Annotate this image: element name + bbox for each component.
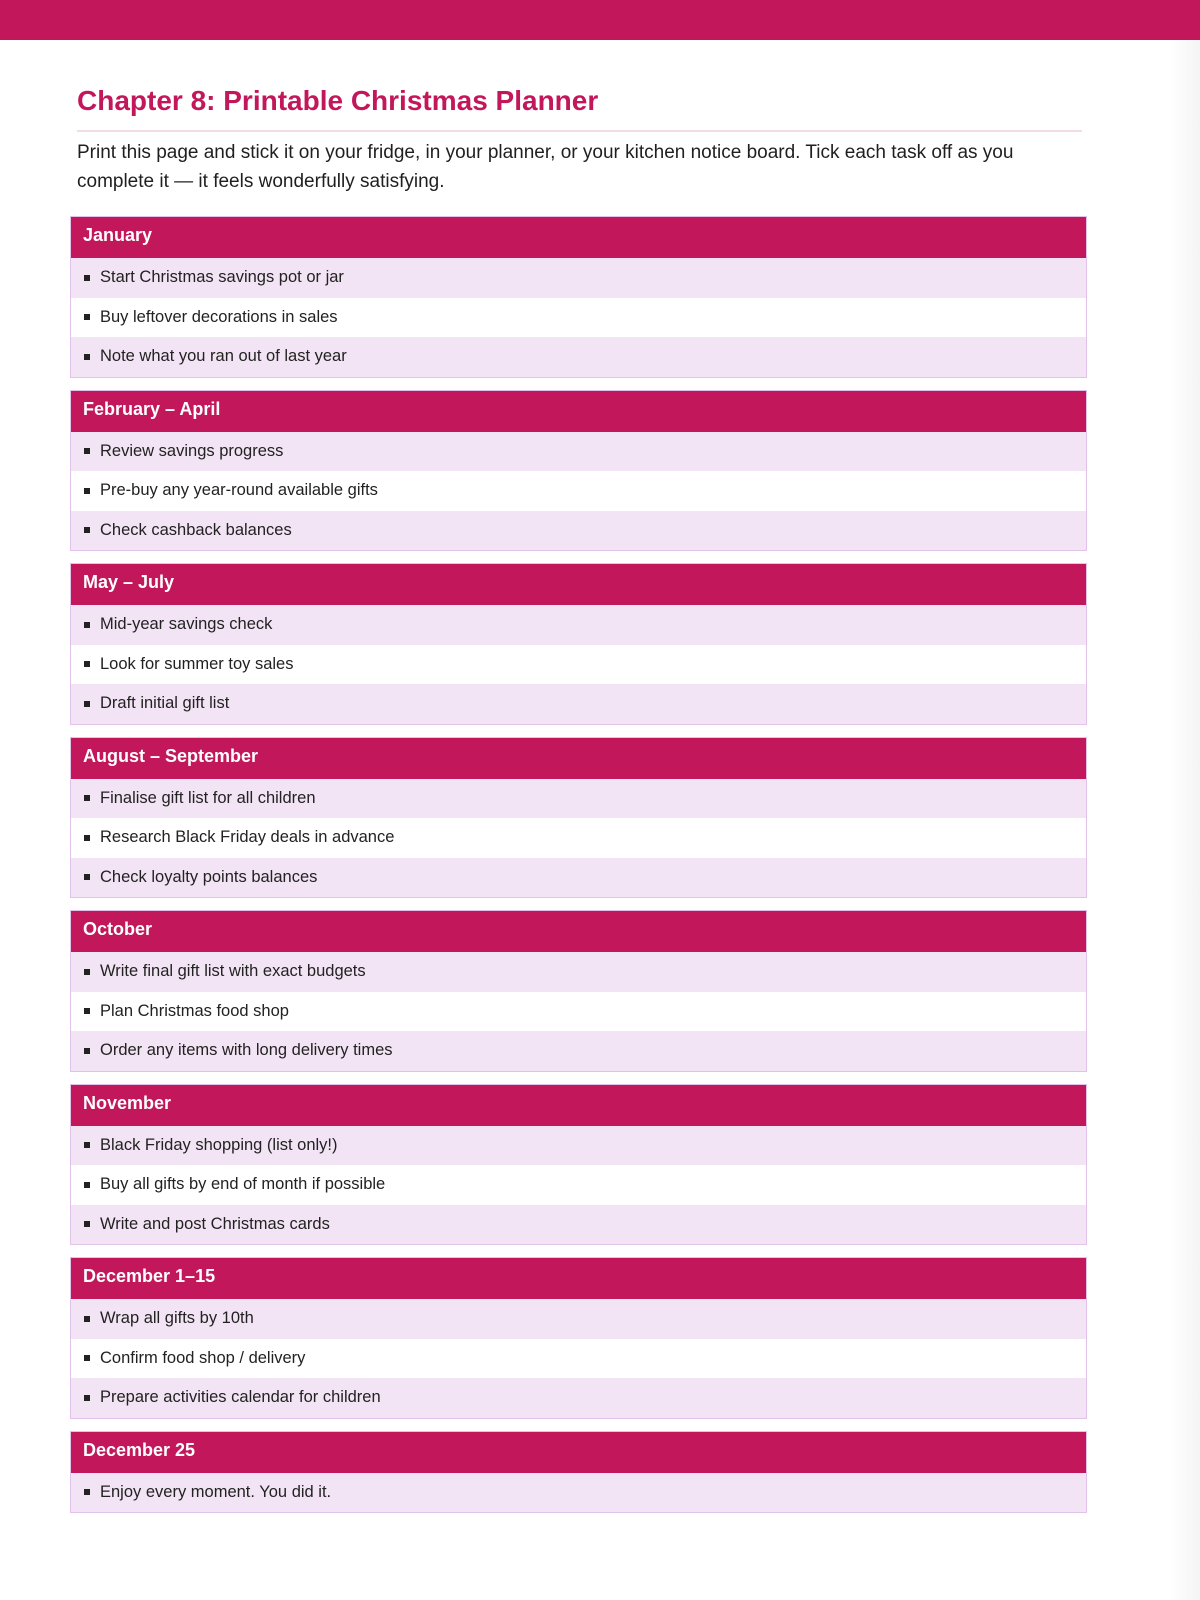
section-heading: May – July <box>71 564 1086 605</box>
bullet-square-icon <box>84 622 90 628</box>
section-january <box>70 216 1087 378</box>
task-row <box>71 645 1086 685</box>
section-heading: February – April <box>71 391 1086 432</box>
task-row <box>71 337 1086 377</box>
task-label: Buy leftover decorations in sales <box>100 307 338 326</box>
bullet-square-icon <box>84 969 90 975</box>
task-label: Wrap all gifts by 10th <box>100 1309 254 1328</box>
task-row <box>71 684 1086 724</box>
section-may-july <box>70 563 1087 725</box>
intro-paragraph: Print this page and stick it on your fridge, in your planner, or your kitchen notice board. Tick each task off as you complete it — it feels wonderfully satisfying. <box>77 142 1014 192</box>
section-heading: December 25 <box>71 1432 1086 1473</box>
task-label: Order any items with long delivery times <box>100 1041 393 1060</box>
task-label: Look for summer toy sales <box>100 654 294 673</box>
section-february-april <box>70 390 1087 552</box>
section-heading: January <box>71 217 1086 258</box>
page-edge-shadow <box>1170 40 1200 1600</box>
bullet-square-icon <box>84 275 90 281</box>
section-december-25 <box>70 1431 1087 1514</box>
task-row <box>71 992 1086 1032</box>
section-heading: December 1–15 <box>71 1258 1086 1299</box>
task-label: Check loyalty points balances <box>100 867 318 886</box>
bullet-square-icon <box>84 1489 90 1495</box>
task-row <box>71 1165 1086 1205</box>
task-label: Check cashback balances <box>100 520 292 539</box>
task-row <box>71 952 1086 992</box>
task-label: Enjoy every moment. You did it. <box>100 1482 332 1501</box>
section-august-september <box>70 737 1087 899</box>
task-label: Prepare activities calendar for children <box>100 1388 381 1407</box>
top-accent-bar <box>0 0 1200 40</box>
bullet-square-icon <box>84 835 90 841</box>
task-row <box>71 298 1086 338</box>
task-row <box>71 1378 1086 1418</box>
section-heading: August – September <box>71 738 1086 779</box>
section-heading: November <box>71 1085 1086 1126</box>
task-label: Start Christmas savings pot or jar <box>100 268 344 287</box>
task-label: Buy all gifts by end of month if possible <box>100 1175 386 1194</box>
bullet-square-icon <box>84 488 90 494</box>
task-row <box>71 258 1086 298</box>
section-november <box>70 1084 1087 1246</box>
page-title: Chapter 8: Printable Christmas Planner <box>77 85 599 116</box>
bullet-square-icon <box>84 314 90 320</box>
bullet-square-icon <box>84 527 90 533</box>
planner-page <box>70 80 1090 1513</box>
task-row <box>71 1031 1086 1071</box>
bullet-square-icon <box>84 1316 90 1322</box>
task-row <box>71 818 1086 858</box>
bullet-square-icon <box>84 1182 90 1188</box>
task-row <box>71 1473 1086 1513</box>
bullet-square-icon <box>84 448 90 454</box>
title-divider <box>77 130 1082 132</box>
section-december-1-15 <box>70 1257 1087 1419</box>
task-label: Black Friday shopping (list only!) <box>100 1135 338 1154</box>
task-label: Write final gift list with exact budgets <box>100 962 366 981</box>
section-heading: October <box>71 911 1086 952</box>
bullet-square-icon <box>84 701 90 707</box>
task-row <box>71 432 1086 472</box>
bullet-square-icon <box>84 1008 90 1014</box>
section-october <box>70 910 1087 1072</box>
task-label: Draft initial gift list <box>100 694 230 713</box>
task-label: Review savings progress <box>100 441 284 460</box>
bullet-square-icon <box>84 1221 90 1227</box>
task-row <box>71 471 1086 511</box>
task-row <box>71 779 1086 819</box>
task-row <box>71 858 1086 898</box>
task-label: Write and post Christmas cards <box>100 1214 330 1233</box>
task-label: Note what you ran out of last year <box>100 347 347 366</box>
task-label: Confirm food shop / delivery <box>100 1348 306 1367</box>
bullet-square-icon <box>84 874 90 880</box>
task-row <box>71 511 1086 551</box>
bullet-square-icon <box>84 795 90 801</box>
bullet-square-icon <box>84 354 90 360</box>
task-label: Finalise gift list for all children <box>100 788 316 807</box>
planner-sections <box>70 216 1090 1513</box>
task-label: Plan Christmas food shop <box>100 1001 289 1020</box>
task-label: Mid-year savings check <box>100 615 273 634</box>
task-row <box>71 1205 1086 1245</box>
task-row <box>71 1299 1086 1339</box>
task-label: Research Black Friday deals in advance <box>100 828 395 847</box>
bullet-square-icon <box>84 1395 90 1401</box>
task-row <box>71 1339 1086 1379</box>
bullet-square-icon <box>84 1355 90 1361</box>
task-label: Pre-buy any year-round available gifts <box>100 481 378 500</box>
task-row <box>71 1126 1086 1166</box>
task-row <box>71 605 1086 645</box>
bullet-square-icon <box>84 1048 90 1054</box>
bullet-square-icon <box>84 661 90 667</box>
bullet-square-icon <box>84 1142 90 1148</box>
